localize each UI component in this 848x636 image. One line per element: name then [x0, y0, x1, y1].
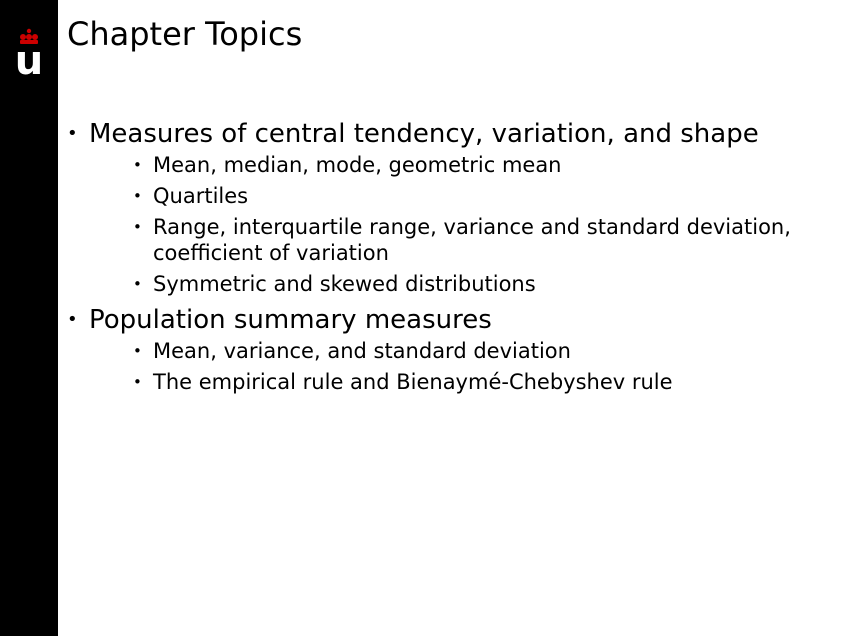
- bullet-dot-icon: •: [67, 309, 78, 330]
- bullet-item: [67, 116, 837, 297]
- sub-bullet-text: Range, interquartile range, variance and standard deviation, coefficient of variation: [153, 215, 791, 265]
- sub-bullet-item: [89, 338, 837, 364]
- sub-bullet-dot-icon: •: [133, 218, 142, 236]
- bullet-item: [67, 302, 837, 395]
- university-logo: [14, 28, 44, 80]
- sub-bullet-item: [89, 271, 837, 297]
- bullet-list: [67, 116, 837, 395]
- bullet-text: Measures of central tendency, variation, and shape: [89, 119, 759, 149]
- sub-bullet-dot-icon: •: [133, 373, 142, 391]
- sub-bullet-item: [89, 152, 837, 178]
- sub-bullet-dot-icon: •: [133, 342, 142, 360]
- sub-bullet-text: Symmetric and skewed distributions: [153, 272, 536, 296]
- sub-bullet-dot-icon: •: [133, 275, 142, 293]
- sub-bullet-dot-icon: •: [133, 156, 142, 174]
- slide-content: [67, 116, 837, 400]
- sub-bullet-list: [89, 338, 837, 395]
- sub-bullet-dot-icon: •: [133, 187, 142, 205]
- slide-title: Chapter Topics: [67, 15, 303, 53]
- sub-bullet-text: Quartiles: [153, 184, 249, 208]
- sub-bullet-text: Mean, median, mode, geometric mean: [153, 153, 562, 177]
- sub-bullet-item: [89, 214, 837, 266]
- sub-bullet-text: The empirical rule and Bienaymé-Chebyshev rule: [153, 370, 673, 394]
- bullet-text: Population summary measures: [89, 305, 492, 335]
- bullet-dot-icon: •: [67, 123, 78, 144]
- sidebar: [0, 0, 58, 636]
- sub-bullet-item: [89, 369, 837, 395]
- sub-bullet-item: [89, 183, 837, 209]
- sub-bullet-text: Mean, variance, and standard deviation: [153, 339, 571, 363]
- logo-letter: u: [14, 38, 44, 80]
- sub-bullet-list: [89, 152, 837, 297]
